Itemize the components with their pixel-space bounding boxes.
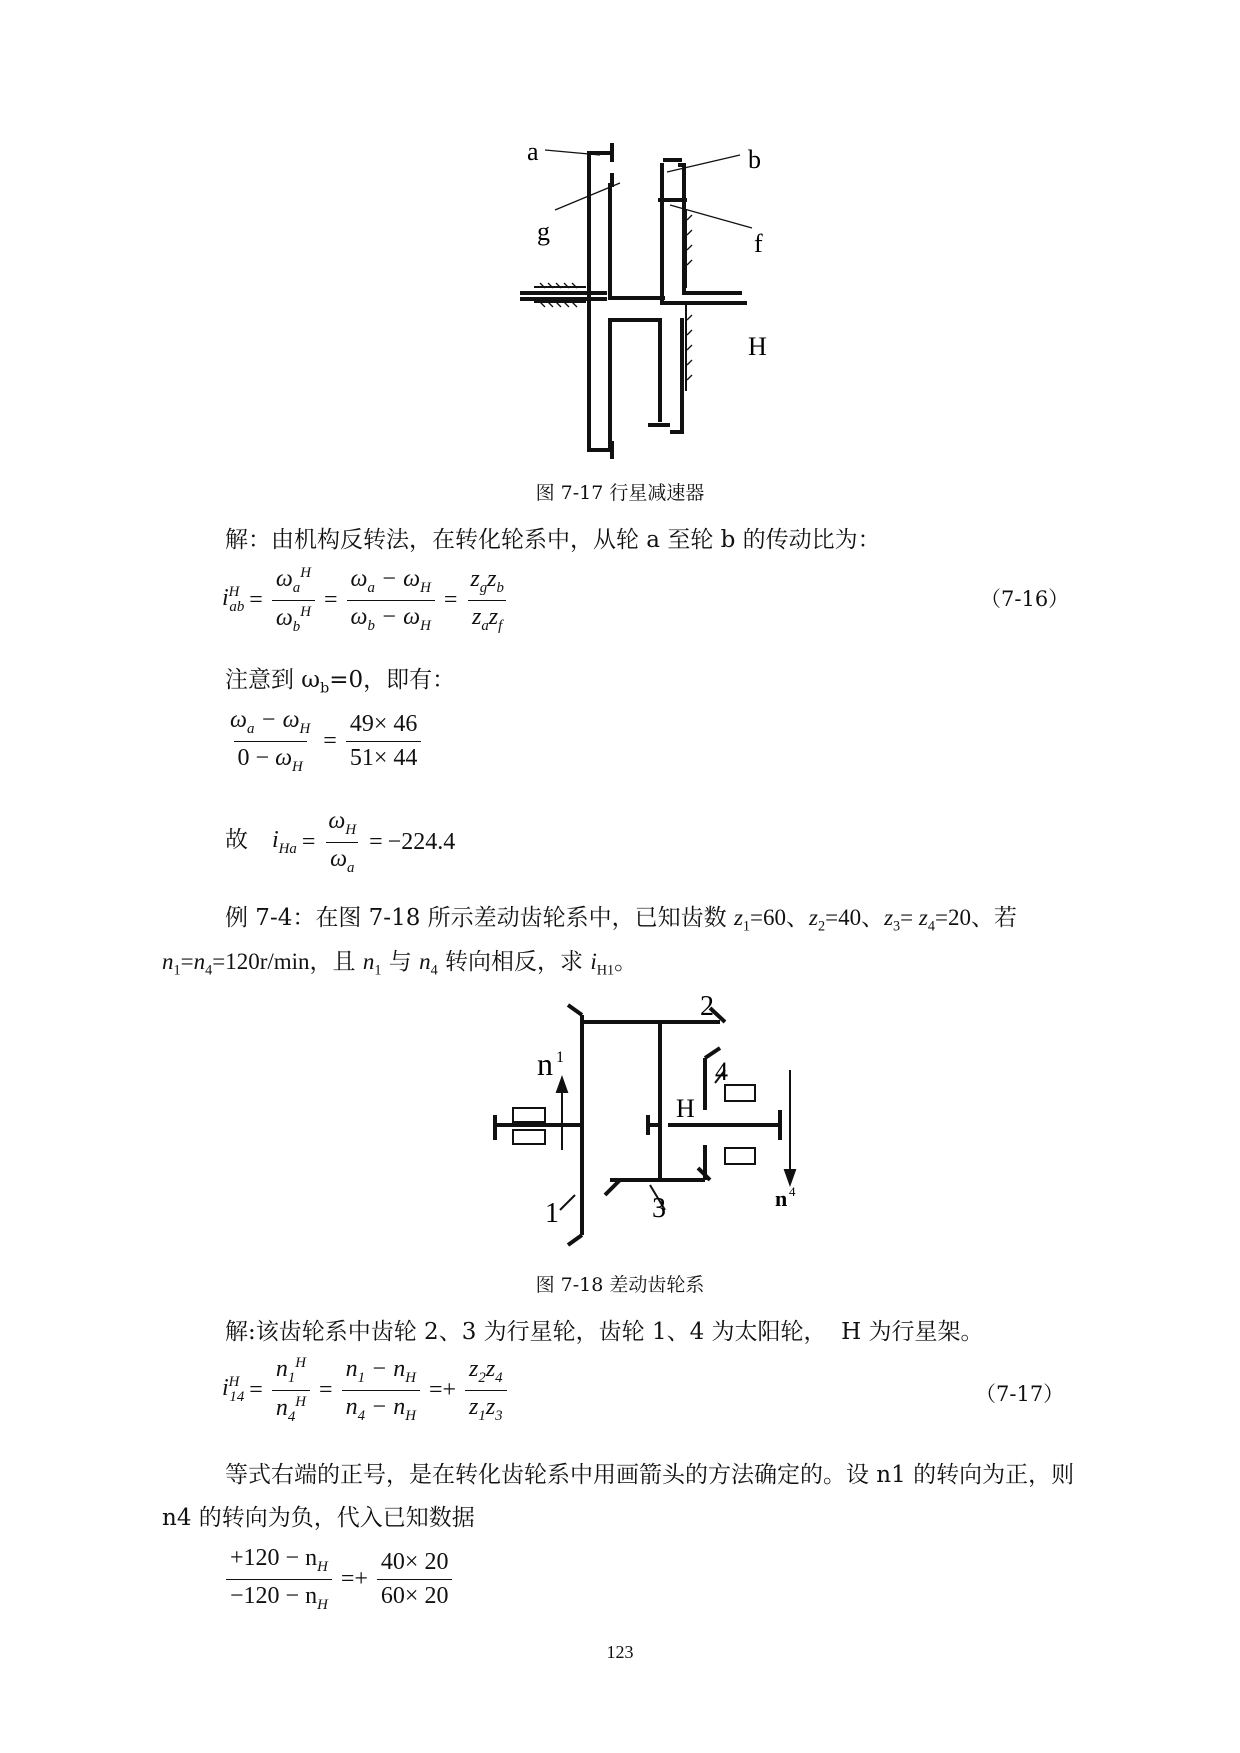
page-number: 123: [606, 1642, 634, 1662]
differential-gear-train-diagram: [480, 990, 810, 1250]
label-2: 2: [700, 991, 714, 1022]
planetary-reducer-diagram: [510, 130, 790, 460]
solution-1-note: 注意到 $\omega_b=0$，即有：: [225, 667, 456, 697]
solution-2-paragraph-line1: 等式右端的正号，是在转化齿轮系中用画箭头的方法确定的。设 n1 的转向为正，则: [225, 1462, 1075, 1488]
equation-7-17: $i^H_{14}$ = $\frac{n_1^H}{n_4^H}$ = $\frac{n_1 - n_H}{n_4 - n_H}$ =+ $\frac{z_2z_4}{z_1z_3}$: [222, 1355, 511, 1426]
label-a: a: [527, 137, 539, 166]
label-f: f: [754, 229, 763, 258]
solution-1-therefore: 故: [225, 827, 248, 853]
label-n1: n: [537, 1046, 553, 1082]
equation-number-7-16: （7-16）: [980, 587, 1070, 611]
label-g: g: [537, 217, 550, 246]
figure-7-18-caption: 图 7-18 差动齿轮系: [535, 1274, 705, 1296]
equation-7-16: $i^H_{ab}$ = $\frac{\omega_a^H}{\omega_b^H}$ = $\frac{\omega_a - \omega_H}{\omega_b - \omega_H}$ = $\frac{z_gz_b}{z_az_f}$: [222, 565, 512, 636]
label-H: H: [748, 332, 767, 361]
solution-2-intro: 解:该齿轮系中齿轮 2、3 为行星轮，齿轮 1、4 为太阳轮， H 为行星架。: [225, 1319, 984, 1345]
label-H2: H: [676, 1094, 695, 1123]
equation-number-7-17: （7-17）: [975, 1382, 1065, 1406]
label-1: 1: [545, 1198, 559, 1229]
equation-substituted: $\frac{\omega_a - \omega_H}{0 - \omega_H}$ = $\frac{49\times 46}{51\times 44}$: [222, 707, 425, 776]
label-3: 3: [652, 1193, 666, 1224]
label-n4-sup: 4: [789, 1184, 796, 1199]
label-n1-sup: 1: [556, 1049, 564, 1066]
solution-2-paragraph-line2: n4 的转向为负，代入已知数据: [162, 1505, 475, 1531]
example-7-4-line1: 例 7-4：在图 7-18 所示差动齿轮系中，已知齿数 $z_1=60$、$z_2=40$、$z_3= z_4=20$、若: [225, 905, 1017, 935]
solution-1-intro: 解：由机构反转法，在转化轮系中，从轮 a 至轮 b 的传动比为：: [225, 527, 881, 553]
label-b: b: [748, 145, 761, 174]
figure-7-17-caption: 图 7-17 行星减速器: [535, 482, 705, 504]
label-4: 4: [715, 1057, 728, 1086]
label-n4: n: [775, 1186, 788, 1211]
example-7-4-line2: $n_1=n_4=120r/\min$，且 $n_1$ 与 $n_4$ 转向相反，求 $i_{H1}$。: [162, 949, 638, 979]
equation-result: $i_{Ha}$ = $\frac{\omega_H}{\omega_a}$ = −224.4: [272, 808, 456, 876]
equation-substituted-2: $\frac{+120 - n_H}{-120 - n_H}$ =+ $\frac{40\times 20}{60\times 20}$: [222, 1545, 456, 1614]
